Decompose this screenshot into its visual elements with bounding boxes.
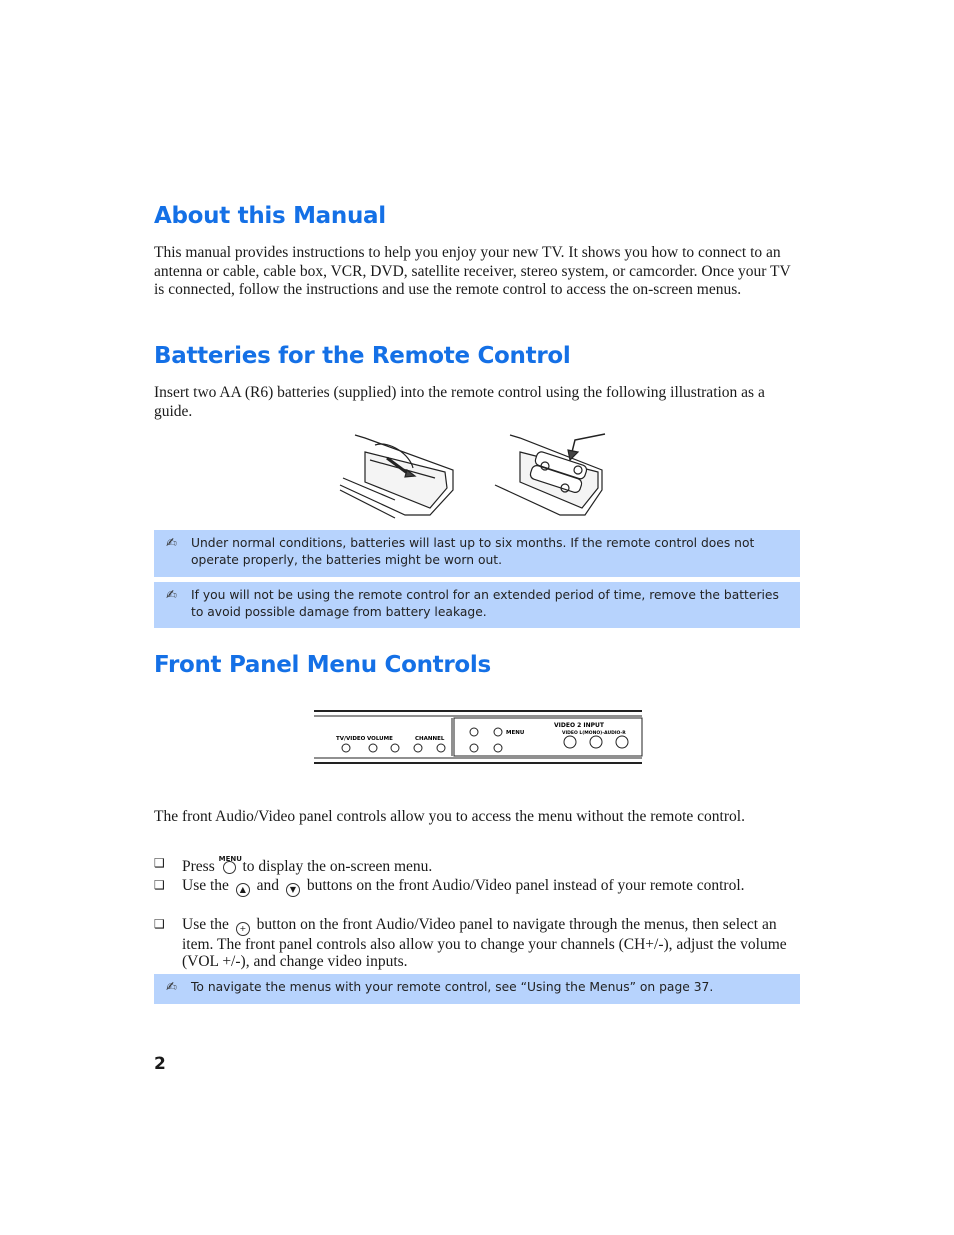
bullet-text: Press [182,858,215,875]
checkbox-bullet-icon: ❑ [154,856,165,870]
pencil-icon: ✍ [166,588,177,603]
checkbox-bullet-icon: ❑ [154,917,165,931]
bullet-text: to display the on-screen menu. [242,858,433,875]
joystick-button-icon: + [236,922,250,936]
menu-button-icon: MENU [219,855,239,875]
batteries-text: Insert two AA (R6) batteries (supplied) into the remote control using the following illustration as a guide. [154,384,765,420]
note-navigate-menus [154,974,800,1004]
arrow-down-button-icon: ▼ [286,883,300,897]
remote-cover-illustration [340,435,453,518]
bullet-text: button on the front Audio/Video panel to navigate through the menus, then select an item. The front panel controls also allow you to change your channels (CH+/-), adjust the volume (VOL +/-), and change video inputs. [182,916,787,970]
checkbox-bullet-icon: ❑ [154,878,165,892]
bullet-use-arrows [154,877,800,897]
arrow-up-button-icon: ▲ [236,883,250,897]
bullet-text: buttons on the front Audio/Video panel instead of your remote control. [306,877,745,894]
note-battery-storage-text: If you will not be using the remote control for an extended period of time, remove the batteries to avoid possible damage from battery leakage. [191,588,779,619]
note-battery-storage [154,582,800,628]
panel-jacks-label: VIDEO L(MONO)-AUDIO-R [562,731,626,736]
heading-front-panel: Front Panel Menu Controls [154,652,491,678]
remote-batteries-illustration [495,434,605,515]
panel-channel-label: CHANNEL [415,736,445,742]
note-navigate-menus-text: To navigate the menus with your remote control, see “Using the Menus” on page 37. [191,980,714,994]
note-battery-life-text: Under normal conditions, batteries will last up to six months. If the remote control does not operate properly, the batteries might be worn out. [191,536,755,567]
about-manual-text: This manual provides instructions to help you enjoy your new TV. It shows you how to connect to an antenna or cable, cable box, VCR, DVD, satellite receiver, stereo system, or camcorder. Once your TV is connected, follow the instructions and use the remote control to access the on-screen menus. [154,244,791,298]
bullet-use-joystick [154,916,800,970]
pencil-icon: ✍ [166,536,177,551]
panel-video2-label: VIDEO 2 INPUT [554,722,605,729]
panel-tv-video-label: TV/VIDEO [336,736,366,742]
panel-volume-label: VOLUME [367,736,393,742]
bullet-text: and [256,877,280,894]
front-panel-text: The front Audio/Video panel controls allow you to access the menu without the remote control. [154,808,745,825]
bullet-text: Use the [182,916,229,933]
bullet-press-menu [154,855,800,875]
panel-menu-label: MENU [506,730,525,736]
battery-illustration [335,430,615,520]
page-number: 2 [154,1054,166,1074]
heading-about-manual: About this Manual [154,203,386,229]
front-panel-illustration [312,708,644,766]
pencil-icon: ✍ [166,980,177,995]
bullet-text: Use the [182,877,229,894]
heading-batteries: Batteries for the Remote Control [154,343,571,369]
note-battery-life [154,530,800,577]
